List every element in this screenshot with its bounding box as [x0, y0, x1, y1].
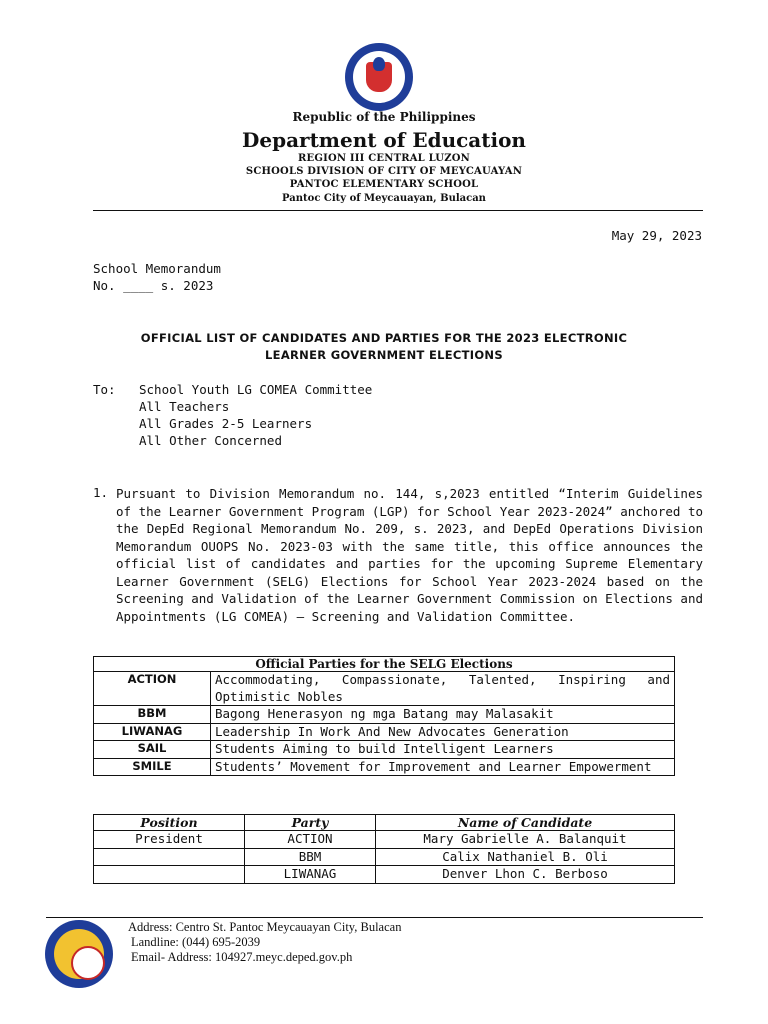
candidate-position [94, 848, 245, 866]
table-row [94, 831, 675, 849]
table-row [94, 672, 675, 706]
table-row [94, 723, 675, 741]
column-header-candidate: Name of Candidate [376, 815, 675, 831]
recipient-item: School Youth LG COMEA Committee [139, 382, 373, 397]
header-school: PANTOC ELEMENTARY SCHOOL [289, 179, 479, 190]
party-meaning: Accommodating, Compassionate, Talented, Inspiring and Optimistic Nobles [211, 672, 675, 706]
footer-address: Address: Centro St. Pantoc Meycauayan City, Bulacan [128, 920, 402, 934]
body-paragraph: Pursuant to Division Memorandum no. 144, s,2023 entitled “Interim Guidelines of the Learner Government Program (LGP) for School Year 2023-2024” anchored to the DepEd Regional Memorandum No. 209, s. 2023, and DepEd Operations Division Memorandum OUOPS No. 2023-03 with the same title, this office announces the official list of candidates and parties for the upcoming Supreme Elementary Learner Government (SELG) Elections for School Year 2023-2024 based on the Screening and Validation of the Learner Government Commission on Elections and Appointments (LG COMEA) – Screening and Validation Committee. [116, 486, 703, 624]
candidate-name: Denver Lhon C. Berboso [376, 866, 675, 884]
party-code: LIWANAG [94, 723, 211, 741]
header-divider [93, 210, 703, 211]
table-row [94, 706, 675, 724]
footer-email: Email- Address: 104927.meyc.deped.gov.ph [131, 950, 353, 964]
table-row [94, 741, 675, 759]
table-row [94, 848, 675, 866]
deped-seal [333, 42, 425, 112]
table-header-row [94, 815, 675, 831]
table-row [94, 758, 675, 776]
header-address: Pantoc City of Meycauayan, Bulacan [282, 193, 486, 204]
paragraph-number: 1. [93, 485, 109, 500]
candidate-position: President [94, 831, 245, 849]
party-code: BBM [94, 706, 211, 724]
school-logo-ring [54, 929, 104, 979]
memo-number: No. ____ s. 2023 [93, 278, 214, 293]
flame-icon [373, 57, 385, 71]
recipient-item: All Other Concerned [139, 433, 282, 448]
footer-divider [46, 917, 703, 918]
party-meaning: Bagong Henerasyon ng mga Batang may Malasakit [211, 706, 675, 724]
recipient-item: All Teachers [139, 399, 230, 414]
table-row [94, 866, 675, 884]
candidate-party: LIWANAG [245, 866, 376, 884]
table-title-row [94, 657, 675, 672]
memo-type: School Memorandum [93, 261, 221, 276]
parties-table-title: Official Parties for the SELG Elections [94, 657, 675, 672]
subject-line-1: OFFICIAL LIST OF CANDIDATES AND PARTIES FOR THE 2023 ELECTRONIC [140, 331, 628, 345]
column-header-party: Party [245, 815, 376, 831]
column-header-position: Position [94, 815, 245, 831]
candidate-name: Mary Gabrielle A. Balanquit [376, 831, 675, 849]
parties-table [93, 656, 675, 776]
party-meaning: Students Aiming to build Intelligent Learners [211, 741, 675, 759]
footer-landline: Landline: (044) 695-2039 [131, 935, 261, 949]
recipients-label: To: [93, 382, 116, 397]
party-code: SMILE [94, 758, 211, 776]
candidate-party: ACTION [245, 831, 376, 849]
memo-date: May 29, 2023 [611, 228, 702, 243]
party-meaning: Students’ Movement for Improvement and Learner Empowerment [211, 758, 675, 776]
candidate-name: Calix Nathaniel B. Oli [376, 848, 675, 866]
school-logo-core [71, 946, 105, 980]
seal-outer-ring [345, 43, 413, 111]
school-logo [45, 920, 113, 988]
party-code: ACTION [94, 672, 211, 706]
candidate-party: BBM [245, 848, 376, 866]
header-department: Department of Education [242, 128, 526, 152]
seal-inner-ring [353, 51, 405, 103]
candidate-position [94, 866, 245, 884]
candidates-table [93, 814, 675, 884]
party-meaning: Leadership In Work And New Advocates Generation [211, 723, 675, 741]
header-region: REGION III CENTRAL LUZON [298, 153, 470, 164]
recipient-item: All Grades 2-5 Learners [139, 416, 313, 431]
subject-line-2: LEARNER GOVERNMENT ELECTIONS [265, 348, 503, 362]
party-code: SAIL [94, 741, 211, 759]
header-division: SCHOOLS DIVISION OF CITY OF MEYCAUAYAN [245, 166, 523, 177]
header-republic: Republic of the Philippines [292, 110, 476, 124]
